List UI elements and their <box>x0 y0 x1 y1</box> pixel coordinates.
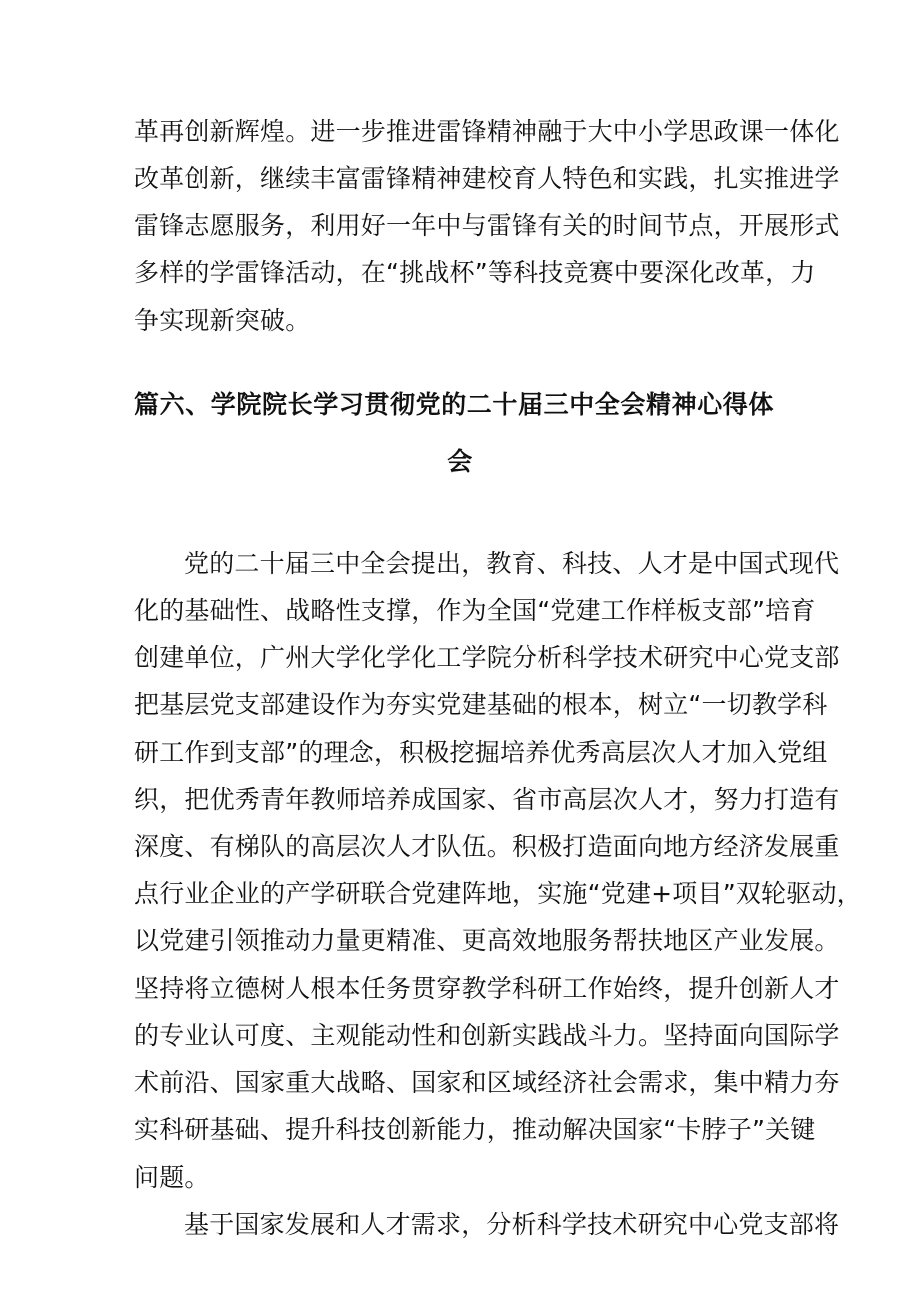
body-line: 化的基础性、战略性支撑，作为全国“党建工作样板支部”培育 <box>134 596 816 625</box>
section-title-continued: 会 <box>447 447 473 476</box>
next-paragraph-line: 基于国家发展和人才需求，分析科学技术研究中心党支部将 <box>184 1210 840 1239</box>
body-line: 研工作到支部”的理念，积极挖掘培养优秀高层次人才加入党组 <box>134 738 828 767</box>
body-line: 创建单位，广州大学化学化工学院分析科学技术研究中心党支部 <box>134 643 840 672</box>
body-line: 以党建引领推动力量更精准、更高效地服务帮扶地区产业发展。 <box>134 926 840 955</box>
intro-line: 改革创新，继续丰富雷锋精神建校育人特色和实践，扎实推进学 <box>134 164 840 193</box>
body-line: 问题。 <box>134 1163 210 1192</box>
body-line: 深度、有梯队的高层次人才队伍。积极打造面向地方经济发展重 <box>134 832 840 861</box>
section-title: 篇六、学院院长学习贯彻党的二十届三中全会精神心得体 <box>134 390 775 419</box>
body-line: 实科研基础、提升科技创新能力，推动解决国家“卡脖子”关键 <box>134 1115 816 1144</box>
body-line: 把基层党支部建设作为夯实党建基础的根本，树立“一切教学科 <box>134 690 828 719</box>
intro-line: 争实现新突破。 <box>134 306 311 335</box>
body-line: 的专业认可度、主观能动性和创新实践战斗力。坚持面向国际学 <box>134 1021 840 1050</box>
body-line: 点行业企业的产学研联合党建阵地，实施“党建+项目”双轮驱动， <box>134 879 862 908</box>
body-line: 党的二十届三中全会提出，教育、科技、人才是中国式现代 <box>184 549 840 578</box>
intro-line: 多样的学雷锋活动，在“挑战杯”等科技竞赛中要深化改革，力 <box>134 258 816 287</box>
body-line: 坚持将立德树人根本任务贯穿教学科研工作始终，提升创新人才 <box>134 974 840 1003</box>
body-line: 织，把优秀青年教师培养成国家、省市高层次人才，努力打造有 <box>134 785 840 814</box>
intro-line: 雷锋志愿服务，利用好一年中与雷锋有关的时间节点，开展形式 <box>134 211 840 240</box>
body-line: 术前沿、国家重大战略、国家和区域经济社会需求，集中精力夯 <box>134 1068 840 1097</box>
intro-line: 革再创新辉煌。进一步推进雷锋精神融于大中小学思政课一体化 <box>134 117 840 146</box>
